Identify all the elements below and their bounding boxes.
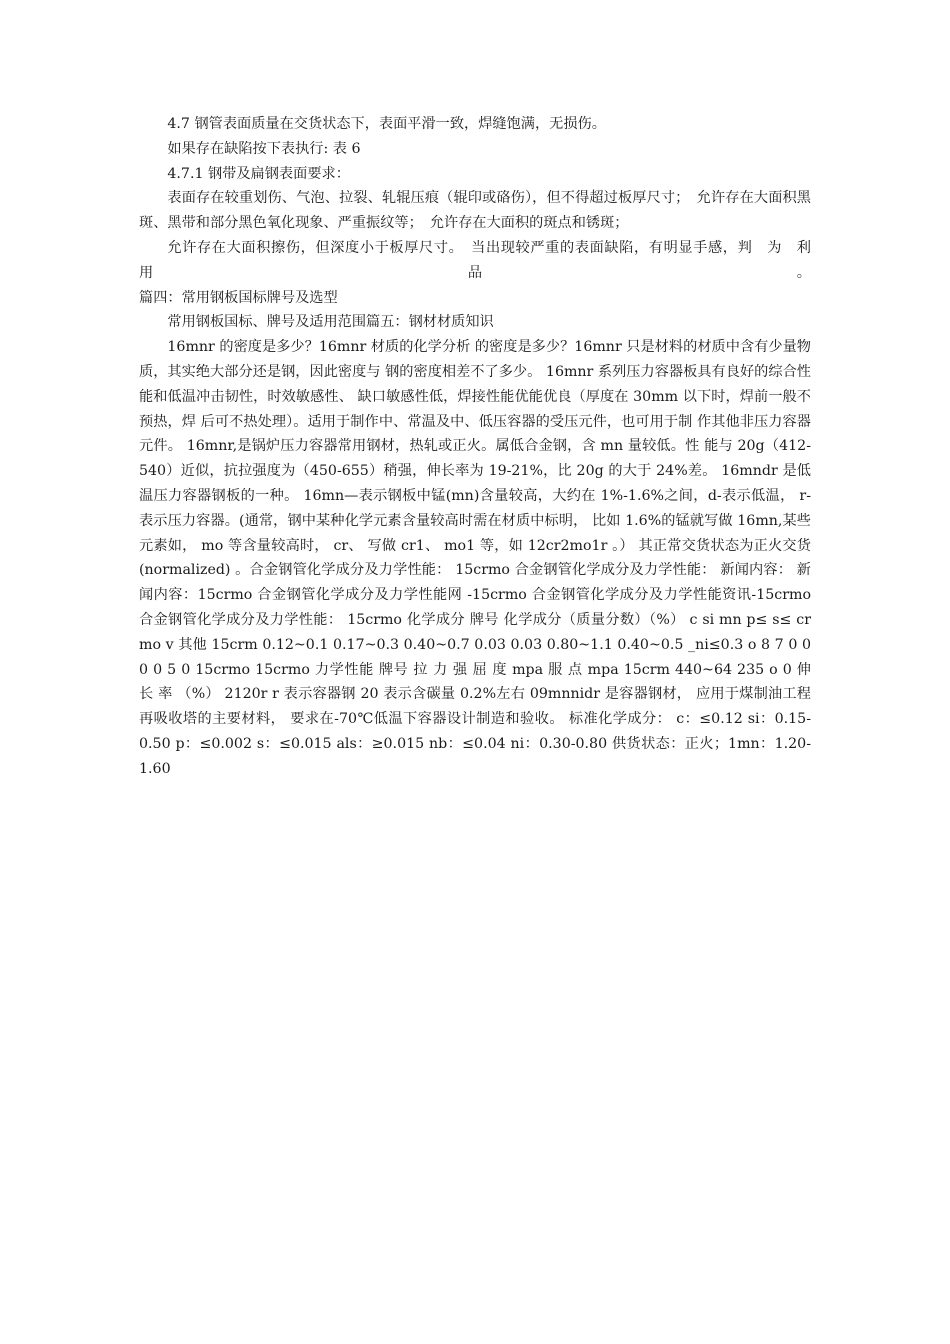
- paragraph-defect-table-ref: 如果存在缺陷按下表执行: 表 6: [167, 140, 361, 157]
- paragraph-scratch-allowance: 允许存在大面积擦伤，但深度小于板厚尺寸。 当出现较严重的表面缺陷，有明显手感，判 为 利 用 品 。: [139, 239, 826, 281]
- paragraph-surface-requirements: 表面存在较重划伤、气泡、拉裂、轧辊压痕（辊印或硌伤），但不得超过板厚尺寸； 允许存在大面积黑斑、黑带和部分黑色氧化现象、严重振纹等； 允许存在大面积的斑点和锈斑；: [139, 190, 811, 232]
- document-page: [139, 112, 826, 782]
- section-heading-part-four: 篇四：常用钢板国标牌号及选型: [139, 289, 338, 306]
- paragraph-section-4-7-1: 4.7.1 钢带及扁钢表面要求：: [167, 165, 350, 182]
- paragraph-steel-pipe-surface: 4.7 钢管表面质量在交货状态下，表面平滑一致，焊缝饱满，无损伤。: [167, 116, 606, 132]
- section-heading-part-five: 常用钢板国标、牌号及适用范围篇五：钢材材质知识: [167, 314, 494, 331]
- paragraph-16mnr-material-knowledge: 16mnr 的密度是多少？16mnr 材质的化学分析 的密度是多少？16mnr 只是材料的材质中含有少量物质，其实绝大部分还是钢，因此密度与 钢的密度相差不了多少。 16mnr 系列压力容器板具有良好的综合性能和低温冲击韧性，时效敏感性、 缺口敏感性低，焊接性能优能优良（厚度在 30mm 以下时，焊前一般不预热，焊 后可不热处理）。适用于制作中、常温及中、低压容器的受压元件，也可用于制 作其他非压力容器元件。 16mnr,是锅炉压力容器常用钢材，热轧或正火。属低合金钢，含 mn 量较低。性 能与 20g（412-540）近似，抗拉强度为（450-655）稍强，伸长率为 19-21%，比 20g 的大于 24%差。 16mndr 是低温压力容器钢板的一种。 16mn—表示钢板中锰(mn)含量较高，大约在 1%-1.6%之间，d-表示低温， r-表示压力容器。(通常，钢中某种化学元素含量较高时需在材质中标明， 比如 1.6%的锰就写做 16mn,某些元素如， mo 等含量较高时， cr、 写做 cr1、 mo1 等，如 12cr2mo1r 。） 其正常交货状态为正火交货(normalized) 。合金钢管化学成分及力学性能： 15crmo 合金钢管化学成分及力学性能： 新闻内容： 新闻内容：15crmo 合金钢管化学成分及力学性能网 -15crmo 合金钢管化学成分及力学性能资讯-15crmo 合金钢管化学成分及力学性能： 15crmo 化学成分 牌号 化学成分（质量分数）（%） c si mn p≤ s≤ cr mo v 其他 15crm 0.12~0.1 0.17~0.3 0.40~0.7 0.03 0.03 0.80~1.1 0.40~0.5 _ni≤0.3 o 8 7 0 0 0 0 5 0 15crmo 15crmo 力学性能 牌号 拉 力 强 屈 度 mpa 服 点 mpa 15crm 440~64 235 o 0 伸 长 率 （%） 2120r r 表示容器钢 20 表示含碳量 0.2%左右 09mnnidr 是容器钢材， 应用于煤制油工程再吸收塔的主要材料， 要求在-70℃低温下容器设计制造和验收。 标准化学成分： c：≤0.12 si：0.15-0.50 p：≤0.002 s：≤0.015 als：≥0.015 nb：≤0.04 ni：0.30-0.80 供货状态：正火；1mn：1.20-1.60: [139, 339, 811, 777]
